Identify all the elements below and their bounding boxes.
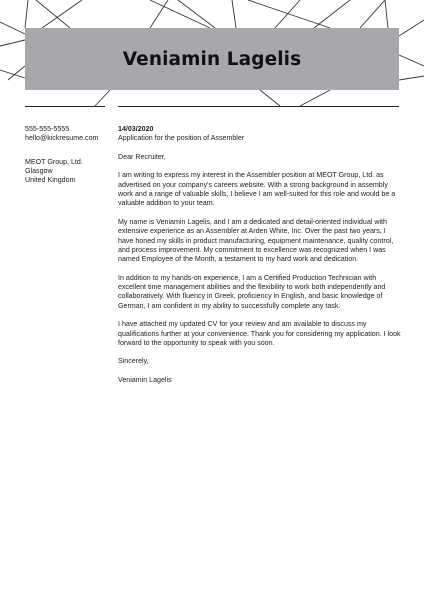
letter-closing: Sincerely,: [118, 357, 149, 366]
phone-number: 555-555-5555: [25, 125, 70, 133]
letter-paragraph: My name is Veniamin Lagelis, and I am a dedicated and detail-oriented individual with extensive experience as an Assembler at Arden White, Inc. Over the past two years, I have honed my skills in product manufacturing, equipment maintenance, quality control, and process improvement. My commitment to excellence was recognized when I was named Employee of the Month, a testament to my hard work and dedication.: [118, 217, 394, 264]
city: Glasgow: [25, 166, 53, 175]
letter-paragraph: In addition to my hands-on experience, I am a Certified Production Technician with excellent time management abilities and the flexibility to work both independently and collaboratively. With fluency in Greek, proficiency in English, and basic knowledge of German, I am confident in my ability to successfully complete any task.: [118, 273, 386, 310]
company-name: MEOT Group, Ltd.: [25, 157, 83, 166]
sidebar-divider: [25, 106, 105, 107]
letter-date: 14/03/2020: [118, 125, 154, 133]
email-address: hello@kickresume.com: [25, 134, 99, 143]
letter-paragraph: I have attached my updated CV for your review and am available to discuss my qualifications further at your convenience. Thank you for considering my application. I look forward to the opportunity to speak with you soon.: [118, 320, 401, 347]
contact-sidebar: [25, 125, 115, 185]
letter-signature: Veniamin Lagelis: [118, 376, 172, 385]
letter-divider: [118, 106, 399, 107]
letter-body: [118, 125, 402, 395]
letter-subject: Application for the position of Assembler: [118, 134, 245, 143]
letter-paragraph: I am writing to express my interest in the Assembler position at MEOT Group, Ltd. as advertised on your company's careers website. With a strong background in assembly work and a range of valuable skills, I believe I am well-suited for this role and would be a valuable addition to your team.: [118, 171, 396, 208]
name-banner: [25, 28, 399, 90]
letter-greeting: Dear Recruiter,: [118, 152, 166, 161]
country: United Kingdom: [25, 176, 76, 185]
applicant-name: Veniamin Lagelis: [122, 48, 302, 70]
recipient-address: [25, 158, 115, 186]
